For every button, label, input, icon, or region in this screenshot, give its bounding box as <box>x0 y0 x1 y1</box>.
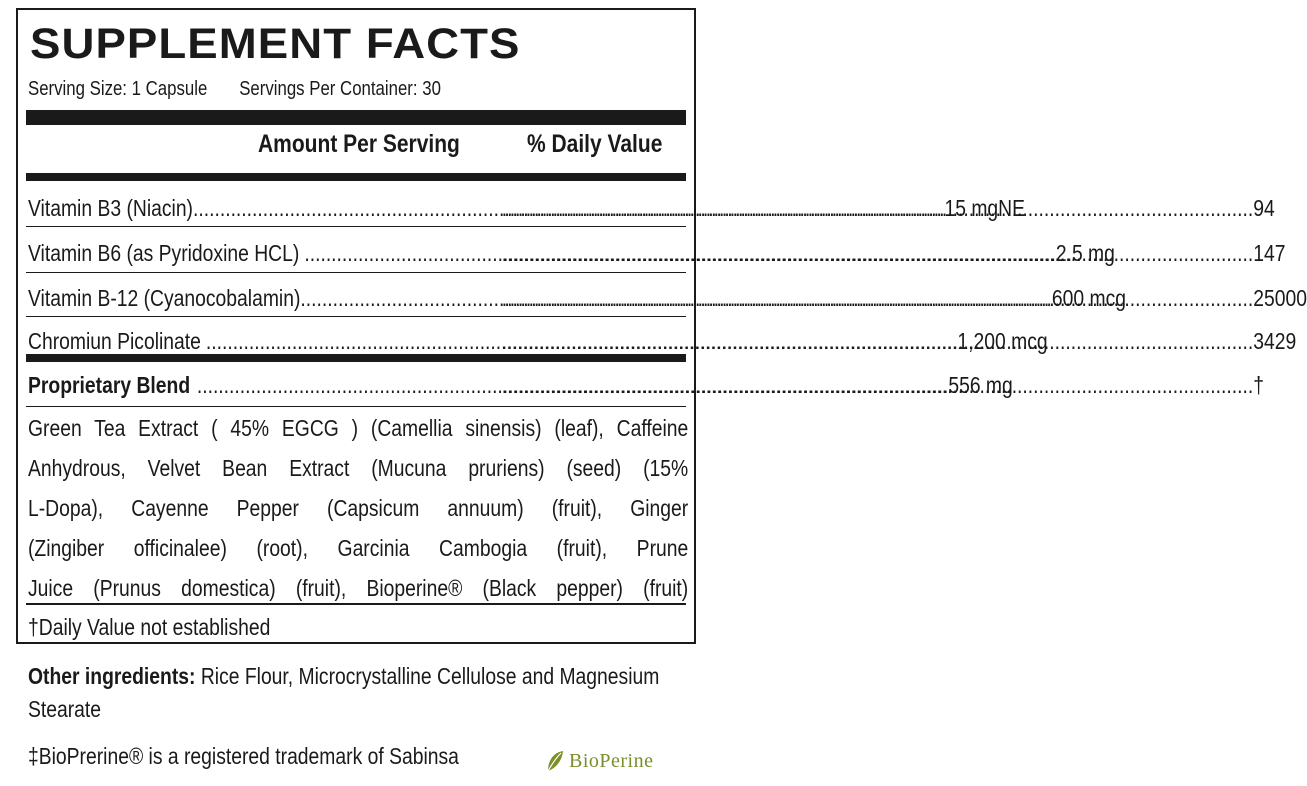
nutrient-row <box>28 240 1286 270</box>
nutrient-amount: 600 mcg <box>1051 285 1126 311</box>
row-divider <box>26 226 686 227</box>
nutrient-name: Chromiun Picolinate <box>28 328 201 354</box>
blend-divider <box>26 354 686 362</box>
blend-amount: 556 mg <box>948 372 1013 398</box>
serving-size: Serving Size: 1 Capsule <box>28 78 208 100</box>
blend-ingredients <box>28 408 688 608</box>
leaf-icon <box>545 749 565 773</box>
nutrient-row <box>28 285 1307 315</box>
row-divider <box>26 316 686 317</box>
blend-dv: † <box>1253 372 1264 398</box>
footnote-divider <box>26 603 686 605</box>
servings-per-container: Servings Per Container: 30 <box>239 78 441 100</box>
nutrient-dv: 94 <box>1253 195 1275 221</box>
other-ingredients-text: Rice Flour, Microcrystalline Cellulose and Magnesium Stearate <box>28 663 660 722</box>
other-ingredients-label: Other ingredients: <box>28 663 196 689</box>
row-divider <box>26 272 686 273</box>
daily-value-footnote: †Daily Value not established <box>28 614 271 640</box>
blend-row <box>28 372 1264 402</box>
blend-ingredients-line: Juice (Prunus domestica) (fruit), Bioperine® (Black pepper) (fruit) <box>28 575 689 601</box>
nutrient-amount: 1,200 mcg <box>957 328 1048 354</box>
panel-title: SUPPLEMENT FACTS <box>30 20 521 68</box>
nutrient-name: Vitamin B-12 (Cyanocobalamin) <box>28 285 301 311</box>
nutrient-dv: 25000 <box>1253 285 1307 311</box>
other-ingredients <box>28 660 666 726</box>
medium-divider <box>26 173 686 181</box>
nutrient-dv: 3429 <box>1253 328 1297 354</box>
nutrient-row <box>28 195 1275 225</box>
thick-divider <box>26 110 686 125</box>
blend-ingredients-line: L-Dopa), Cayenne Pepper (Capsicum annuum) (fruit), Ginger <box>28 495 689 521</box>
blend-name: Proprietary Blend <box>28 372 191 398</box>
supplement-facts-panel <box>16 8 1307 644</box>
amount-header: Amount Per Serving <box>258 130 460 158</box>
nutrient-dv: 147 <box>1253 240 1286 266</box>
blend-ingredients-line: Green Tea Extract ( 45% EGCG ) (Camellia sinensis) (leaf), Caffeine <box>28 415 689 441</box>
nutrient-amount: 2.5 mg <box>1055 240 1115 266</box>
bioperine-logo <box>545 747 705 775</box>
daily-value-header: % Daily Value <box>527 130 663 158</box>
nutrient-name: Vitamin B6 (as Pyridoxine HCL) <box>28 240 300 266</box>
serving-info <box>28 78 441 101</box>
logo-text: BioPerine <box>569 749 654 772</box>
blend-ingredients-line: (Zingiber officinalee) (root), Garcinia Cambogia (fruit), Prune <box>28 535 689 561</box>
blend-ingredients-line: Anhydrous, Velvet Bean Extract (Mucuna pruriens) (seed) (15% <box>28 455 689 481</box>
row-divider <box>26 406 686 407</box>
nutrient-amount: 15 mgNE <box>944 195 1026 221</box>
nutrient-name: Vitamin B3 (Niacin) <box>28 195 193 221</box>
trademark-notice: ‡BioPrerine® is a registered trademark of Sabinsa <box>28 743 459 769</box>
